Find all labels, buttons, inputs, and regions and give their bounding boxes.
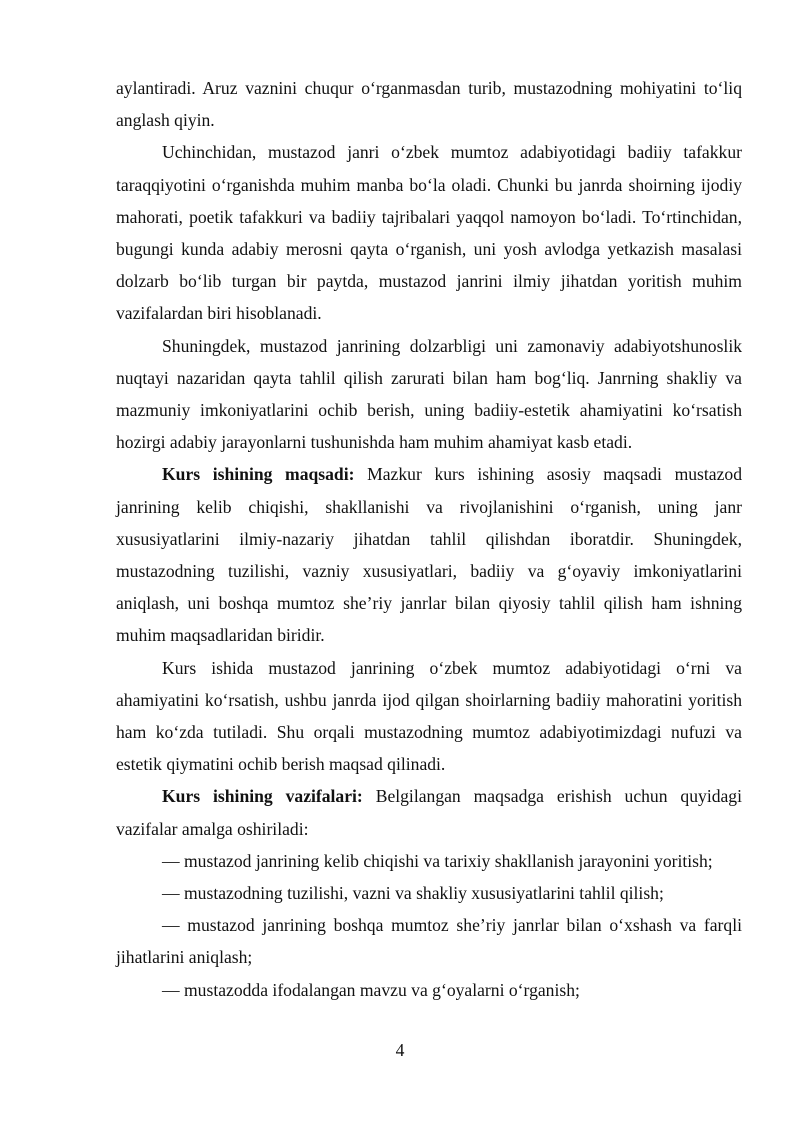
paragraph-1-text: aylantiradi. Aruz vaznini chuqur o‘rganmasdan turib, mustazodning mohiyatini to‘liq anglash qiyin.	[116, 78, 742, 131]
task-item-3	[116, 909, 742, 973]
goal-text: Mazkur kurs ishining asosiy maqsadi mustazod janrining kelib chiqishi, shakllanishi va rivojlanishini o‘rganish, uning janr xususiyatlarini ilmiy-nazariy jihatdan tahlil qilishdan iboratdir. Shuningdek, mustazodning tuzilishi, vazniy xususiyatlari, badiiy va g‘oyaviy imkoniyatlarini aniqlash, uni boshqa mumtoz she’riy janrlar bilan qiyosiy tahlil qilish ham ishning muhim maqsadlaridan biridir.	[116, 464, 742, 646]
task-item-1-text: — mustazod janrining kelib chiqishi va tarixiy shakllanish jarayonini yoritish;	[162, 850, 713, 871]
paragraph-1	[116, 72, 742, 136]
page-number: 4	[395, 1040, 405, 1060]
tasks-text: Belgilangan maqsadga erishish uchun quyidagi vazifalar amalga oshiriladi:	[116, 786, 742, 839]
paragraph-2	[116, 136, 742, 329]
task-item-2-text: — mustazodning tuzilishi, vazni va shakliy xususiyatlarini tahlil qilish;	[162, 883, 664, 904]
paragraph-3	[116, 330, 742, 459]
paragraph-3-text: Shuningdek, mustazod janrining dolzarbligi uni zamonaviy adabiyotshunoslik nuqtayi nazaridan qayta tahlil qilish zarurati bilan ham bog‘liq. Janrning shakliy va mazmuniy imkoniyatlarini ochib berish, uning badiiy-estetik ahamiyatini ko‘rsatish hozirgi adabiy jarayonlarni tushunishda ham muhim ahamiyat kasb etadi.	[116, 335, 742, 453]
task-item-1	[116, 845, 742, 877]
paragraph-5	[116, 652, 742, 781]
body-text	[116, 72, 742, 1006]
paragraph-2-text: Uchinchidan, mustazod janri o‘zbek mumtoz adabiyotidagi badiiy tafakkur taraqqiyotini o‘rganishda muhim manba bo‘la oladi. Chunki bu janrda shoirning ijodiy mahorati, poetik tafakkuri va badiiy tajribalari yaqqol namoyon bo‘ladi. To‘rtinchidan, bugungi kunda adabiy merosni qayta o‘rganish, uni yosh avlodga yetkazish masalasi dolzarb bo‘lib turgan bir paytda, mustazod janrini ilmiy jihatdan yoritish muhim vazifalardan biri hisoblanadi.	[116, 142, 742, 324]
goal-heading: Kurs ishining maqsadi:	[162, 464, 355, 485]
paragraph-tasks	[116, 780, 742, 844]
paragraph-5-text: Kurs ishida mustazod janrining o‘zbek mumtoz adabiyotidagi o‘rni va ahamiyatini ko‘rsatish, ushbu janrda ijod qilgan shoirlarning badiiy mahoratini yoritish ham ko‘zda tutiladi. Shu orqali mustazodning mumtoz adabiyotimizdagi nufuzi va estetik qiymatini ochib berish maqsad qilinadi.	[116, 657, 742, 775]
tasks-heading: Kurs ishining vazifalari:	[162, 786, 363, 807]
task-item-2	[116, 877, 742, 909]
paragraph-goal	[116, 458, 742, 651]
task-item-4	[116, 974, 742, 1006]
task-item-3-text: — mustazod janrining boshqa mumtoz she’riy janrlar bilan o‘xshash va farqli jihatlarini aniqlash;	[116, 915, 742, 968]
task-item-4-text: — mustazodda ifodalangan mavzu va g‘oyalarni o‘rganish;	[162, 979, 580, 1000]
